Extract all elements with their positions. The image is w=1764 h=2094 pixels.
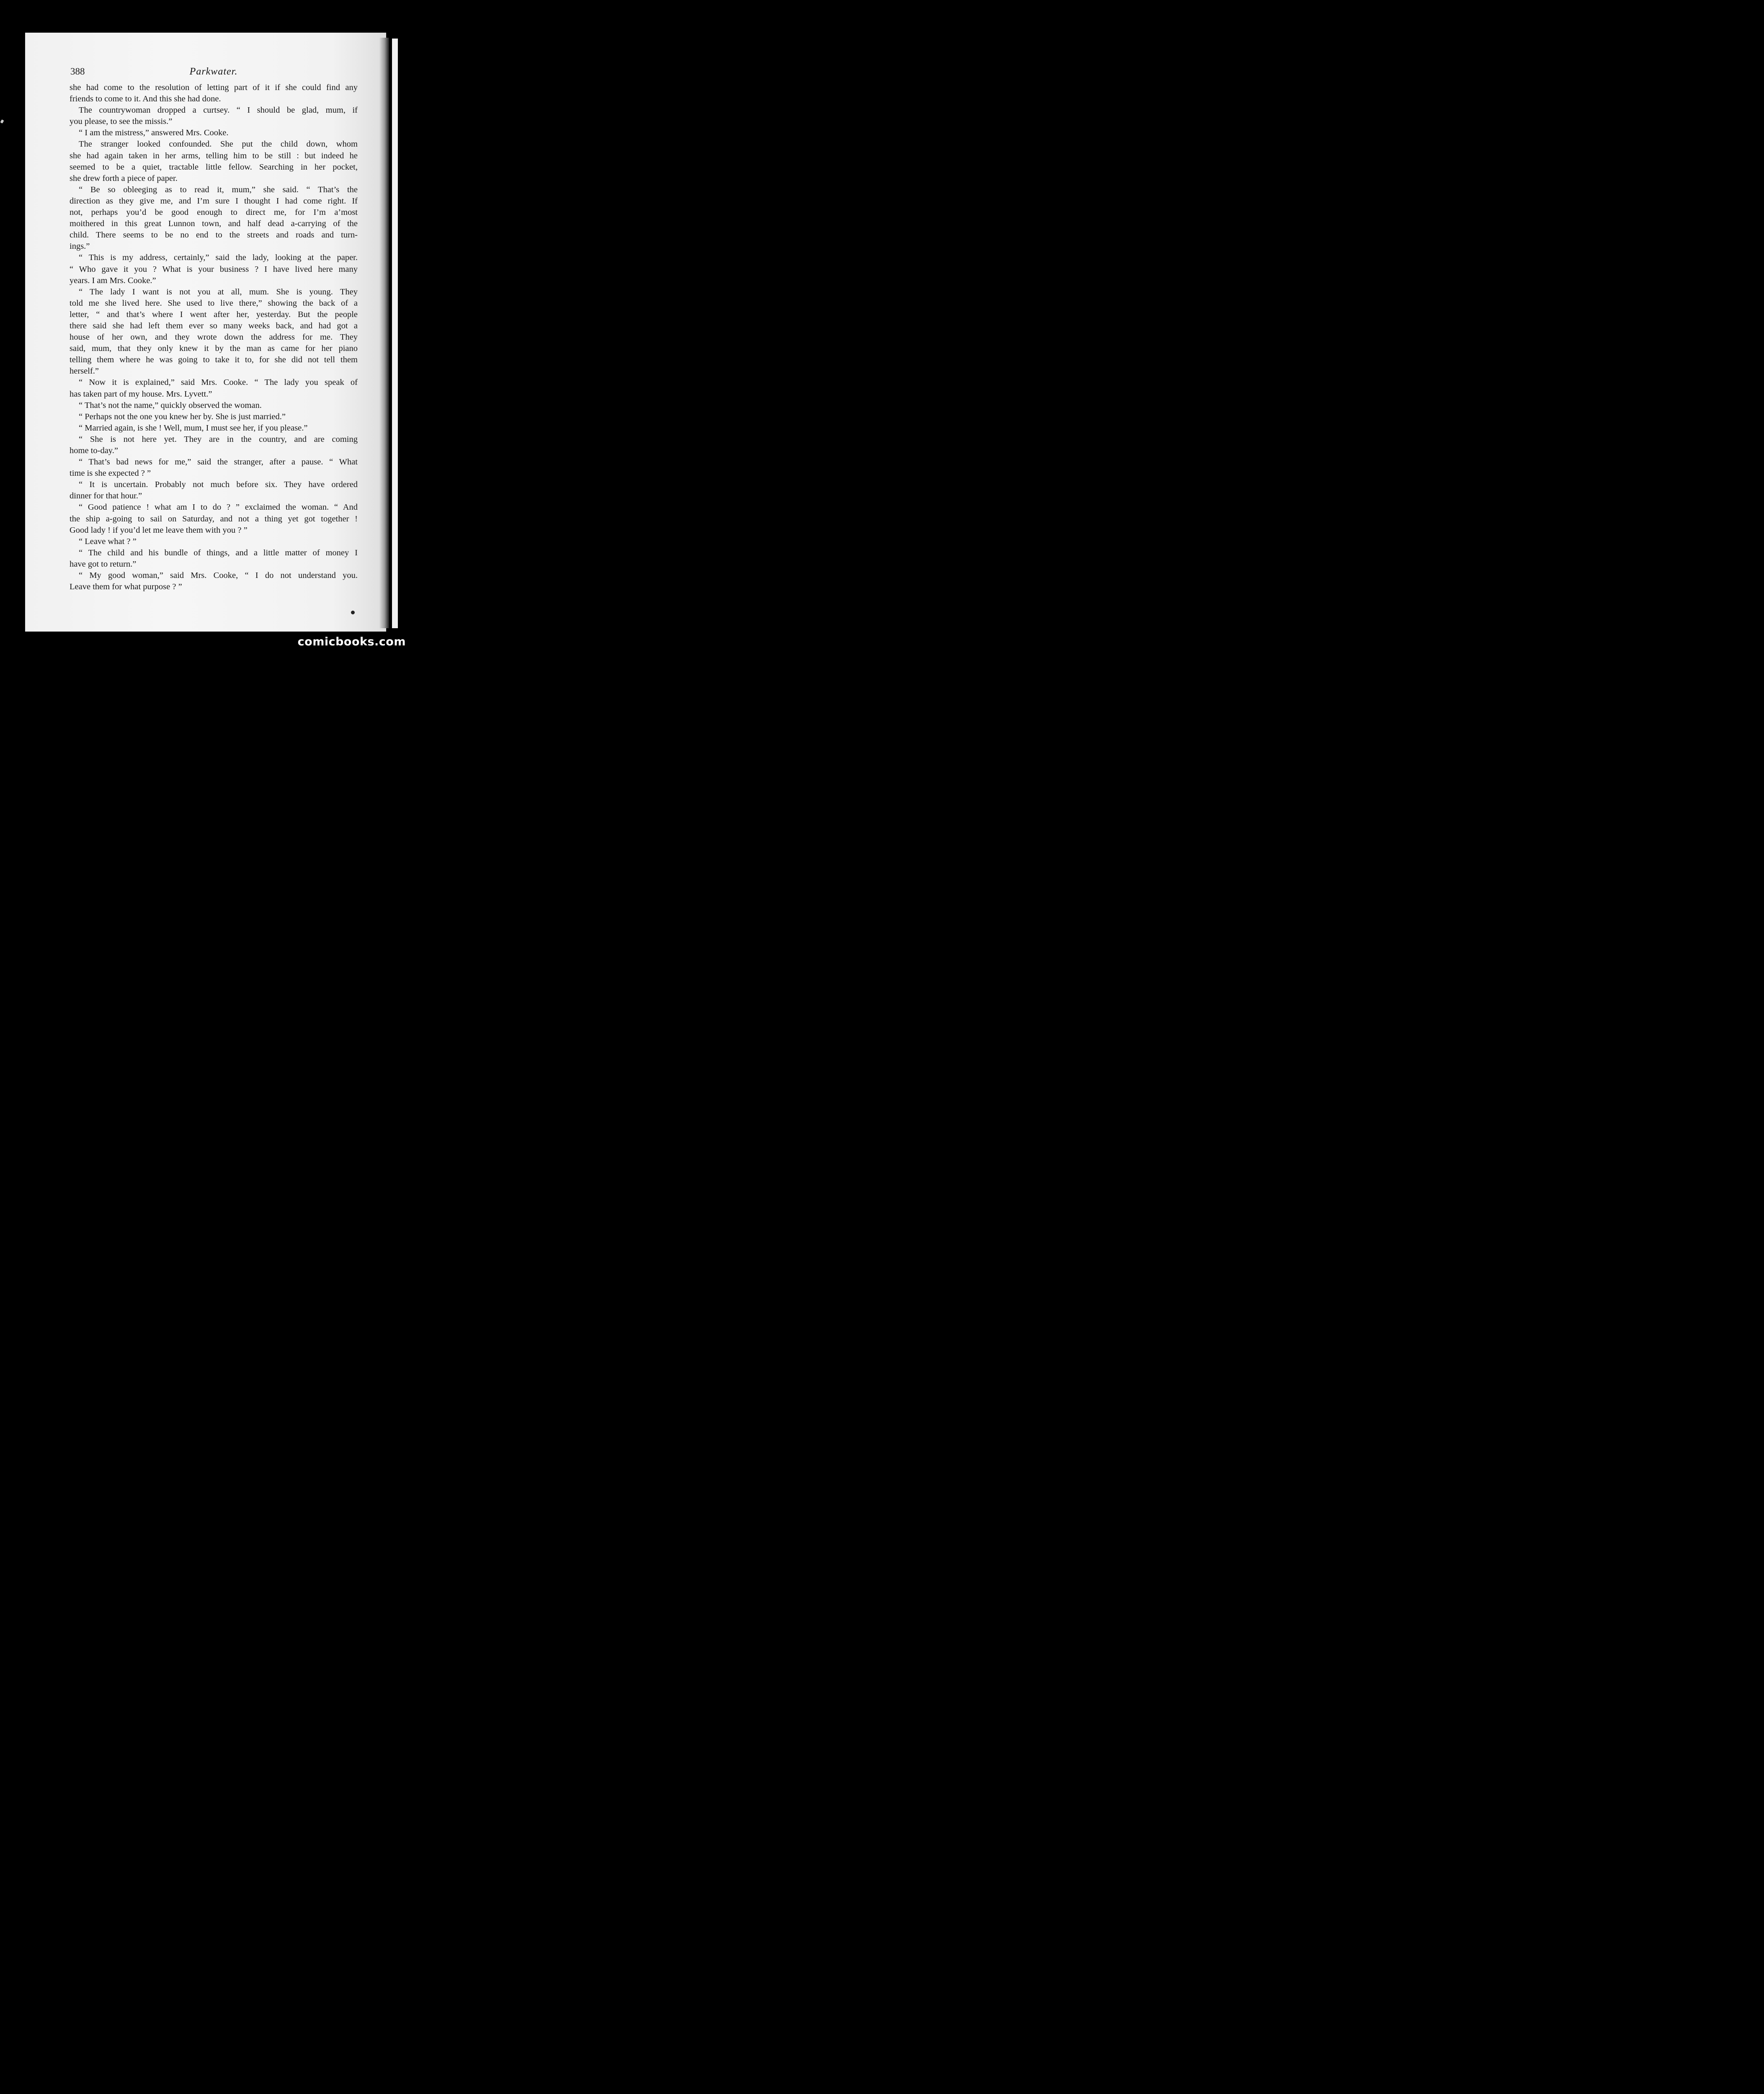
- text-line: “ Good patience ! what am I to do ? ” exclaimed the woman. “ And: [79, 503, 358, 512]
- text-line: she drew forth a piece of paper.: [70, 173, 178, 183]
- text-line: said, mum, that they only knew it by the man as came for her piano: [70, 344, 358, 353]
- text-line: “ This is my address, certainly,” said the lady, looking at the paper.: [79, 253, 358, 263]
- text-line: not, perhaps you’d be good enough to direct me, for I’m a’most: [70, 208, 358, 217]
- text-line: “ Perhaps not the one you knew her by. She is just married.”: [79, 412, 286, 421]
- body-text: [70, 82, 358, 593]
- text-line: seemed to be a quiet, tractable little fellow. Searching in her pocket,: [70, 162, 358, 172]
- text-line: herself.”: [70, 366, 99, 376]
- text-line: has taken part of my house. Mrs. Lyvett.”: [70, 389, 212, 399]
- page-gutter-shadow: [379, 38, 389, 628]
- text-line: time is she expected ? ”: [70, 469, 151, 478]
- text-line: moithered in this great Lunnon town, and half dead a-carrying of the: [70, 219, 358, 229]
- ink-dot: [351, 611, 355, 614]
- text-line: ings.”: [70, 242, 90, 251]
- text-line: “ She is not here yet. They are in the country, and are coming: [79, 434, 358, 444]
- text-line: The stranger looked confounded. She put the child down, whom: [79, 139, 358, 149]
- text-line: “ I am the mistress,” answered Mrs. Cooke.: [79, 128, 229, 138]
- text-line: dinner for that hour.”: [70, 491, 142, 501]
- text-line: “ Now it is explained,” said Mrs. Cooke. “ The lady you speak of: [79, 378, 358, 387]
- text-line: “ Married again, is she ! Well, mum, I must see her, if you please.”: [79, 423, 308, 433]
- text-line: she had come to the resolution of letting part of it if she could find any: [70, 83, 358, 92]
- text-line: “ That’s not the name,” quickly observed the woman.: [79, 400, 262, 410]
- text-line: “ Be so obleeging as to read it, mum,” she said. “ That’s the: [79, 185, 358, 194]
- text-line: house of her own, and they wrote down the address for me. They: [70, 333, 358, 342]
- text-line: “ That’s bad news for me,” said the stranger, after a pause. “ What: [79, 457, 358, 467]
- text-line: Leave them for what purpose ? ”: [70, 582, 182, 592]
- running-title: Parkwater.: [189, 66, 238, 77]
- text-line: Good lady ! if you’d let me leave them with you ? ”: [70, 525, 248, 535]
- text-line: friends to come to it. And this she had done.: [70, 94, 221, 104]
- text-line: “ My good woman,” said Mrs. Cooke, “ I do not understand you.: [79, 571, 358, 580]
- text-line: told me she lived here. She used to live there,” showing the back of a: [70, 298, 358, 308]
- text-line: you please, to see the missis.”: [70, 117, 173, 126]
- text-line: “ Who gave it you ? What is your business ? I have lived here many: [70, 264, 358, 274]
- page-number: 388: [70, 66, 85, 77]
- page-header: [70, 63, 358, 80]
- text-line: “ The child and his bundle of things, and a little matter of money I: [79, 548, 358, 557]
- text-line: have got to return.”: [70, 559, 137, 569]
- text-line: letter, “ and that’s where I went after her, yesterday. But the people: [70, 309, 358, 319]
- text-line: years. I am Mrs. Cooke.”: [70, 276, 156, 285]
- text-line: the ship a-going to sail on Saturday, and not a thing yet got together !: [70, 514, 358, 524]
- watermark: comicbooks.com: [297, 635, 406, 648]
- text-line: there said she had left them ever so many weeks back, and had got a: [70, 321, 358, 330]
- scan-speck: [0, 119, 4, 124]
- text-line: “ Leave what ? ”: [79, 536, 137, 546]
- text-line: home to-day.”: [70, 446, 118, 455]
- text-line: direction as they give me, and I’m sure I thought I had come right. If: [70, 196, 358, 206]
- text-line: “ The lady I want is not you at all, mum. She is young. They: [79, 287, 358, 297]
- text-line: she had again taken in her arms, telling him to be still : but indeed he: [70, 151, 358, 160]
- text-line: “ It is uncertain. Probably not much before six. They have ordered: [79, 480, 358, 490]
- facing-page-edge: [392, 39, 398, 628]
- text-line: telling them where he was going to take it to, for she did not tell them: [70, 355, 358, 365]
- text-line: The countrywoman dropped a curtsey. “ I should be glad, mum, if: [79, 106, 358, 115]
- text-line: child. There seems to be no end to the streets and roads and turn-: [70, 230, 358, 240]
